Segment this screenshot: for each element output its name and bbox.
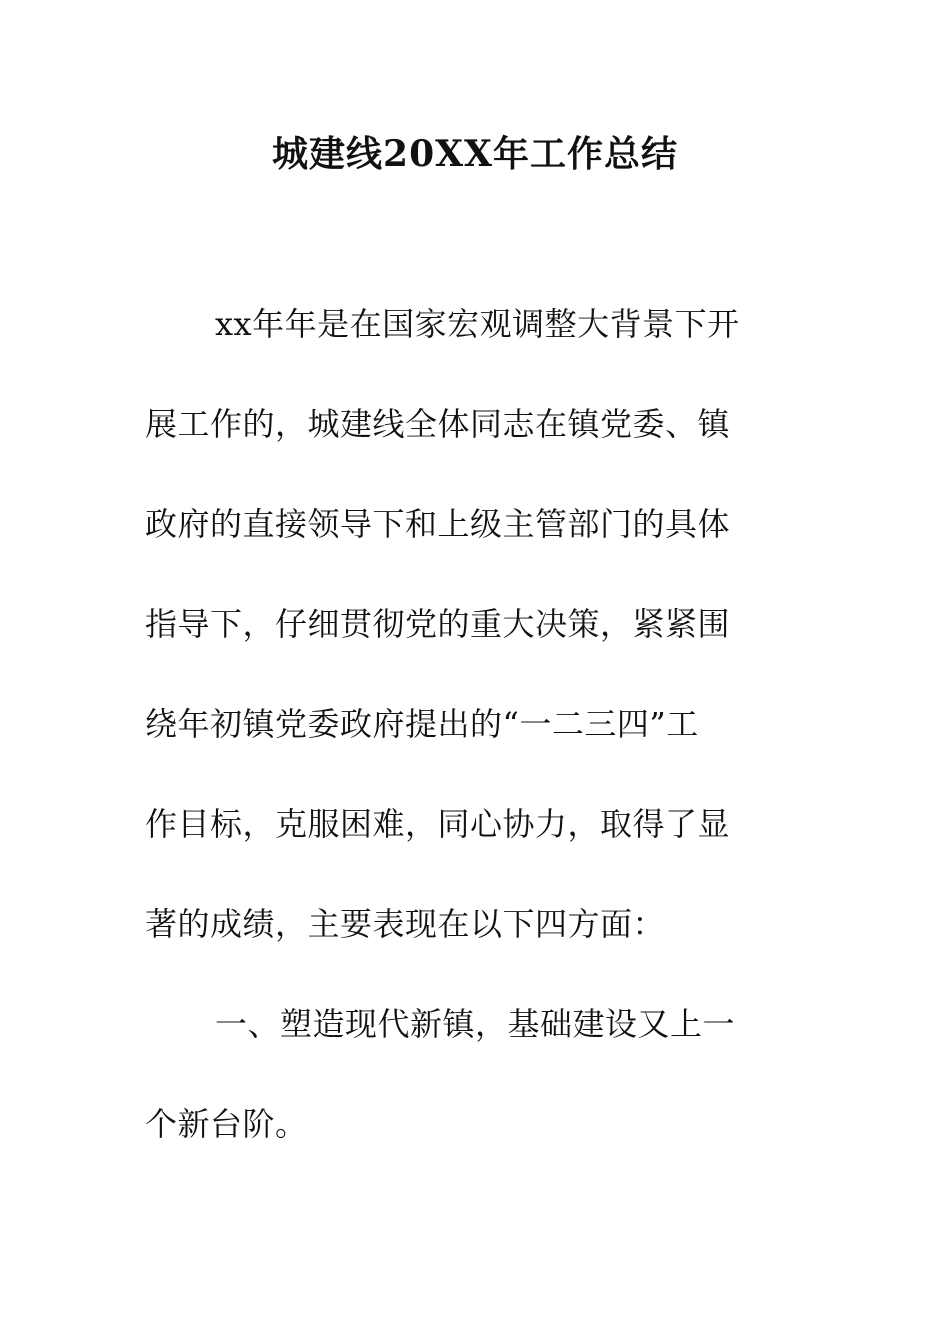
section-heading-line: 个新台阶。 bbox=[145, 1105, 308, 1143]
section-heading-line: 一、塑造现代新镇，基础建设又上一 bbox=[215, 1005, 736, 1043]
paragraph-line: xx年年是在国家宏观调整大背景下开 bbox=[215, 305, 740, 343]
paragraph-line: 展工作的，城建线全体同志在镇党委、镇 bbox=[145, 405, 731, 443]
paragraph-line: 政府的直接领导下和上级主管部门的具体 bbox=[145, 505, 731, 543]
paragraph-line: 绕年初镇党委政府提出的“一二三四”工 bbox=[145, 705, 699, 743]
paragraph-line: 作目标，克服困难，同心协力，取得了显 bbox=[145, 805, 731, 843]
document-title: 城建线20XX年工作总结 bbox=[272, 133, 678, 175]
paragraph-line: 著的成绩，主要表现在以下四方面： bbox=[145, 905, 666, 943]
paragraph-line: 指导下，仔细贯彻党的重大决策，紧紧围 bbox=[145, 605, 731, 643]
